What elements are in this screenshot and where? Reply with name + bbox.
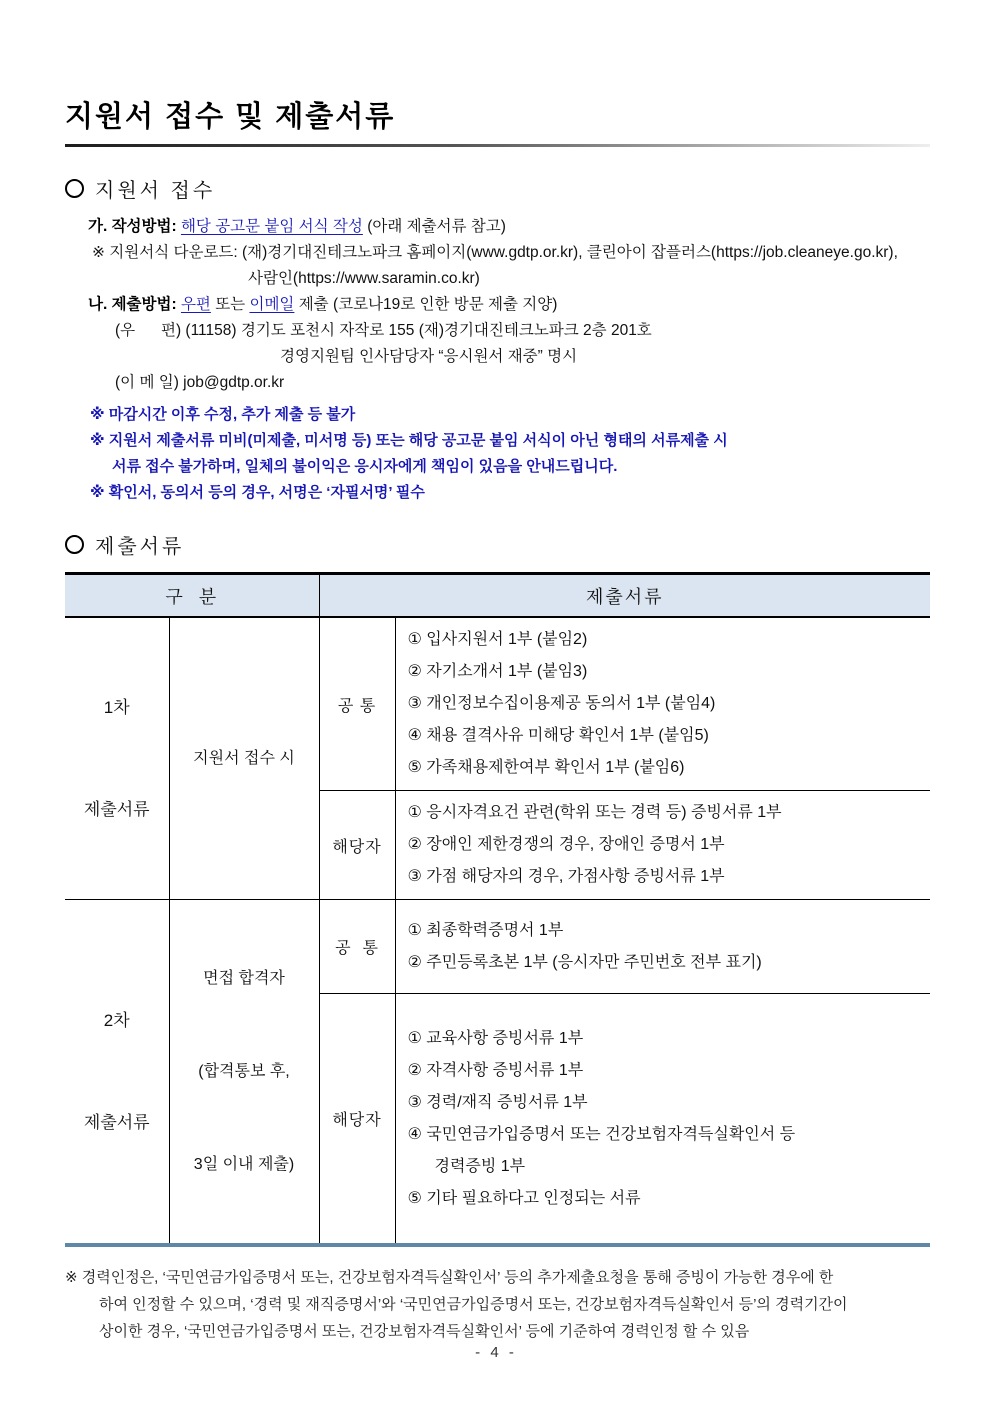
list-item: ① 교육사항 증빙서류 1부 [407, 1029, 584, 1047]
list-item: ② 자기소개서 1부 (붙임3) [407, 663, 588, 681]
round1-stage-line1: 1차 [103, 697, 130, 717]
round1-common-label-cell: 공 통 [319, 617, 395, 791]
apply-body [65, 214, 930, 396]
line-download-note: ※ 지원서식 다운로드: (재)경기대진테크노파크 홈페이지(www.gdtp.or.kr), 클린아이 잡플러스(https://job.cleaneye.go.kr), [92, 243, 898, 261]
list-item: ① 응시자격요건 관련(학위 또는 경력 등) 증빙서류 1부 [407, 804, 782, 822]
list-item: ③ 가점 해당자의 경우, 가점사항 증빙서류 1부 [407, 868, 725, 886]
line-download-note-2: 사람인(https://www.saramin.co.kr) [248, 269, 480, 287]
mail-link[interactable]: 우편 [180, 295, 211, 313]
round2-when-cell [169, 900, 319, 1246]
round2-when-line2: (합격통보 후, [198, 1063, 290, 1081]
write-method-rest: (아래 제출서류 참고) [362, 217, 506, 235]
career-recognition-footnote [65, 1264, 930, 1345]
list-item: ⑤ 가족채용제한여부 확인서 1부 (붙임6) [407, 759, 685, 777]
title-rule [65, 144, 930, 147]
section-docs-heading [65, 530, 930, 559]
list-item-continuation: 경력증빙 1부 [434, 1157, 526, 1175]
required-documents-table [65, 572, 930, 1248]
warning-note-1: ※ 마감시간 이후 수정, 추가 제출 등 불가 [90, 405, 356, 423]
warning-note-2-cont: 서류 접수 불가하며, 일체의 불이익은 응시자에게 책임이 있음을 안내드립니다. [112, 457, 618, 475]
attachment-form-link[interactable]: 해당 공고문 붙임 서식 작성 [180, 217, 363, 235]
table-row [65, 617, 930, 791]
header-category: 구 분 [65, 573, 319, 617]
round2-when-line3: 3일 이내 제출) [193, 1156, 295, 1174]
round2-eligible-items-cell [395, 994, 930, 1246]
hollow-circle-icon [65, 535, 84, 554]
apply-warning-notes [65, 402, 930, 506]
round2-common-label-cell: 공 통 [319, 900, 395, 994]
round1-common-items-cell [395, 617, 930, 791]
header-documents: 제출서류 [319, 573, 930, 617]
round1-stage-line2: 제출서류 [83, 799, 150, 819]
page-title: 지원서 접수 및 제출서류 [65, 101, 396, 133]
postal-label: (우 편) [115, 321, 182, 339]
list-item: ④ 국민연금가입증명서 또는 건강보험자격득실확인서 등 [407, 1125, 796, 1143]
line-submit-method [65, 292, 930, 318]
warning-note-3: ※ 확인서, 동의서 등의 경우, 서명은 ‘자필서명’ 필수 [90, 483, 425, 501]
line-email-address [65, 370, 930, 396]
list-item: ④ 채용 결격사유 미해당 확인서 1부 (붙임5) [407, 727, 709, 745]
email-label: (이 메 일) [115, 373, 179, 391]
email-address: job@gdtp.or.kr [178, 373, 285, 391]
section-apply-heading [65, 174, 930, 203]
round2-eligible-label-cell: 해당자 [319, 994, 395, 1246]
round1-when-cell: 지원서 접수 시 [169, 617, 319, 900]
round2-stage-line2: 제출서류 [83, 1112, 150, 1132]
list-item: ⑤ 기타 필요하다고 인정되는 서류 [407, 1189, 641, 1207]
list-item: ③ 경력/재직 증빙서류 1부 [407, 1093, 588, 1111]
round1-eligible-items-cell [395, 791, 930, 900]
table-row [65, 900, 930, 994]
section-docs-label: 제출서류 [95, 535, 185, 558]
email-link[interactable]: 이메일 [249, 295, 295, 313]
submit-method-mid: 또는 [210, 295, 250, 313]
line-write-method [65, 214, 930, 240]
round2-stage-line1: 2차 [103, 1010, 130, 1030]
list-item: ③ 개인정보수집이용제공 동의서 1부 (붙임4) [407, 695, 716, 713]
submit-method-label: 나. 제출방법: [88, 295, 177, 313]
footnote-line-3: 상이한 경우, ‘국민연금가입증명서 또는, 건강보험자격득실확인서’ 등에 기준하여 경력인정 할 수 있음 [99, 1323, 750, 1341]
list-item: ② 장애인 제한경쟁의 경우, 장애인 증명서 1부 [407, 836, 725, 854]
line-postal-address-2: 경영지원팀 인사담당자 “응시원서 재중” 명시 [280, 347, 578, 365]
write-method-label: 가. 작성방법: [88, 217, 177, 235]
warning-note-2: ※ 지원서 제출서류 미비(미제출, 미서명 등) 또는 해당 공고문 붙임 서식이 아닌 형태의 서류제출 시 [90, 431, 728, 449]
round2-stage-cell [65, 900, 169, 1246]
round2-common-items-cell [395, 900, 930, 994]
postal-address: (11158) 경기도 포천시 자작로 155 (재)경기대진테크노파크 2층 201호 [181, 321, 652, 339]
footnote-line-1: ※ 경력인정은, ‘국민연금가입증명서 또는, 건강보험자격득실확인서’ 등의 추가제출요청을 통해 증빙이 가능한 경우에 한 [65, 1269, 834, 1287]
footnote-line-2: 하여 인정할 수 있으며, ‘경력 및 재직증명서’와 ‘국민연금가입증명서 또는, 건강보험자격득실확인서 등’의 경력기간이 [99, 1296, 848, 1314]
section-apply-label: 지원서 접수 [95, 179, 216, 202]
list-item: ① 최종학력증명서 1부 [407, 921, 564, 939]
submit-method-rest: 제출 (코로나19로 인한 방문 제출 지양) [294, 295, 558, 313]
line-postal-address [65, 318, 930, 344]
round1-stage-cell [65, 617, 169, 900]
list-item: ② 자격사항 증빙서류 1부 [407, 1061, 584, 1079]
round2-when-line1: 면접 합격자 [203, 970, 285, 988]
table-header-row [65, 573, 930, 617]
list-item: ① 입사지원서 1부 (붙임2) [407, 631, 588, 649]
page-number: - 4 - [475, 1344, 517, 1361]
round1-eligible-label-cell: 해당자 [319, 791, 395, 900]
hollow-circle-icon [65, 179, 84, 198]
list-item: ② 주민등록초본 1부 (응시자만 주민번호 전부 표기) [407, 953, 762, 971]
